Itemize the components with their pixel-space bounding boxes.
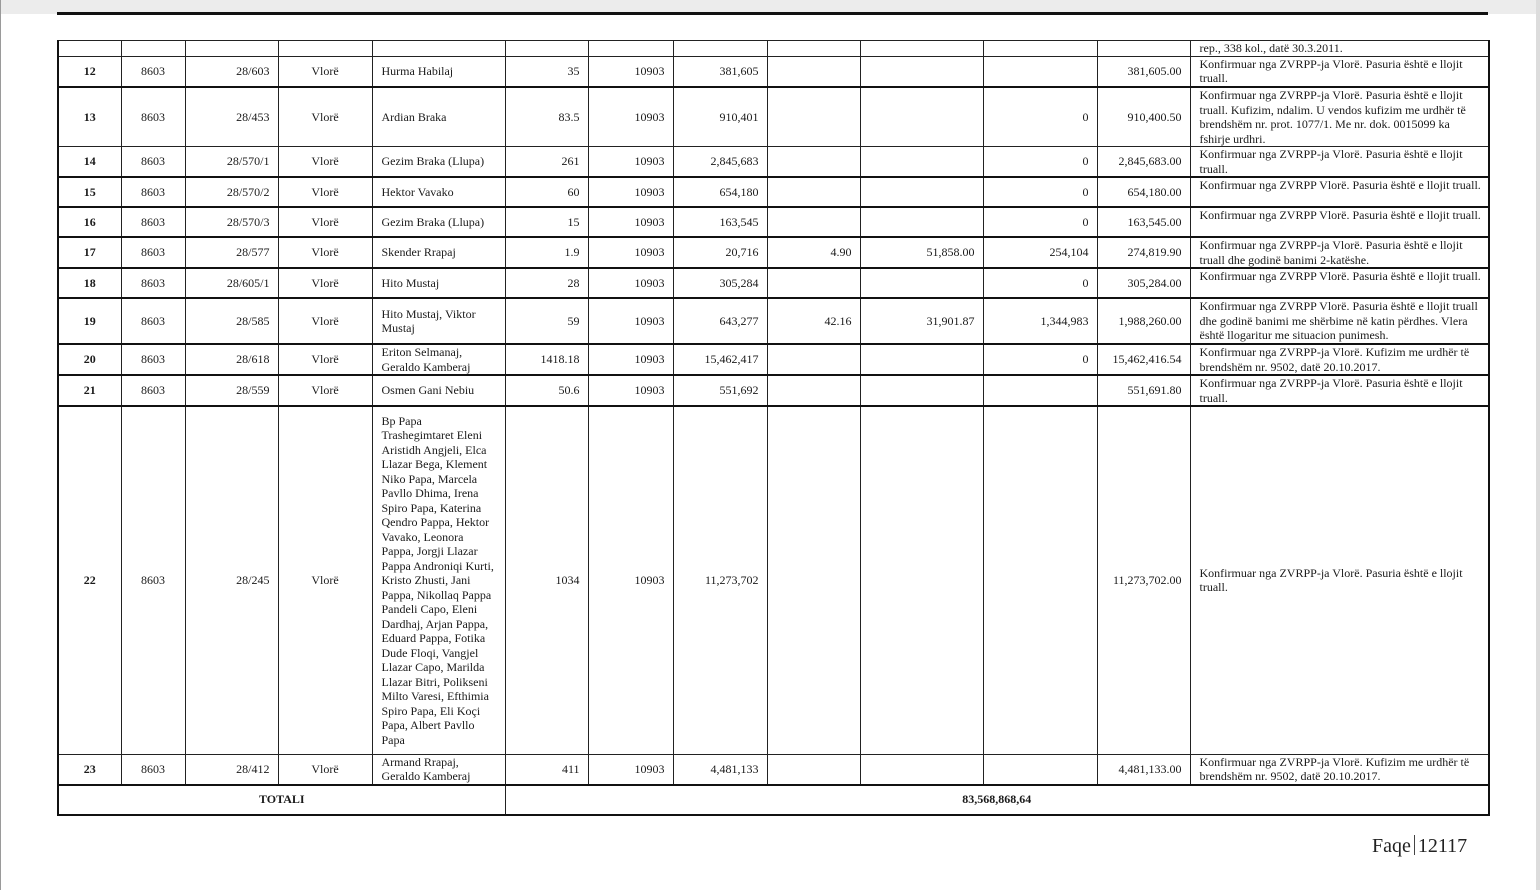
building-price bbox=[860, 754, 983, 785]
note: Konfirmuar nga ZVRPP-ja Vlorë. Pasuria është e llojit truall dhe godinë banimi 2-katëshe. bbox=[1190, 237, 1489, 268]
row-number: 13 bbox=[58, 87, 121, 147]
building-area: 4.90 bbox=[767, 237, 860, 268]
cadastral-zone: 8603 bbox=[121, 87, 185, 147]
land-value: 654,180 bbox=[673, 177, 767, 207]
page-footer bbox=[1372, 835, 1467, 858]
land-area: 28 bbox=[505, 268, 588, 298]
land-value: 11,273,702 bbox=[673, 406, 767, 754]
building-area bbox=[767, 406, 860, 754]
building-area bbox=[767, 344, 860, 375]
total-value: 381,605.00 bbox=[1097, 56, 1190, 87]
table-row bbox=[58, 268, 1489, 298]
city bbox=[278, 41, 372, 57]
building-area bbox=[767, 147, 860, 178]
note: Konfirmuar nga ZVRPP Vlorë. Pasuria është e llojit truall. bbox=[1190, 177, 1489, 207]
parcel-number: 28/559 bbox=[185, 375, 278, 406]
row-number bbox=[58, 41, 121, 57]
row-number: 18 bbox=[58, 268, 121, 298]
total-value: 4,481,133.00 bbox=[1097, 754, 1190, 785]
parcel-number: 28/618 bbox=[185, 344, 278, 375]
city: Vlorë bbox=[278, 56, 372, 87]
cadastral-zone: 8603 bbox=[121, 177, 185, 207]
table-row bbox=[58, 237, 1489, 268]
cadastral-zone: 8603 bbox=[121, 754, 185, 785]
cadastral-zone: 8603 bbox=[121, 268, 185, 298]
city: Vlorë bbox=[278, 406, 372, 754]
total-value: 1,988,260.00 bbox=[1097, 298, 1190, 344]
city: Vlorë bbox=[278, 147, 372, 178]
building-value: 0 bbox=[983, 207, 1097, 237]
building-price bbox=[860, 177, 983, 207]
row-number: 19 bbox=[58, 298, 121, 344]
total-value: 910,400.50 bbox=[1097, 87, 1190, 147]
table-row bbox=[58, 56, 1489, 87]
owner-name: Osmen Gani Nebiu bbox=[372, 375, 505, 406]
parcel-number: 28/570/2 bbox=[185, 177, 278, 207]
land-area: 15 bbox=[505, 207, 588, 237]
total-value bbox=[1097, 41, 1190, 57]
land-area: 50.6 bbox=[505, 375, 588, 406]
owner-name: Bp Papa Trashegimtaret Eleni Aristidh Angjeli, Elca Llazar Bega, Klement Niko Papa, Marcela Pavllo Dhima, Irena Spiro Papa, Katerina Qendro Pappa, Hektor Vavako, Leonora Pappa, Jorgji Llazar Pappa Androniqi Kurti, Kristo Zhusti, Jani Pappa, Nikollaq Pappa Pandeli Capo, Eleni Dardhaj, Arjan Pappa, Eduard Pappa, Fotika Dude Floqi, Vangjel Llazar Capo, Marilda Llazar Bitri, Polikseni Milto Varesi, Efthimia Spiro Papa, Eli Koçi Papa, Albert Pavllo Papa bbox=[372, 406, 505, 754]
land-area: 59 bbox=[505, 298, 588, 344]
total-value: 2,845,683.00 bbox=[1097, 147, 1190, 178]
note: Konfirmuar nga ZVRPP Vlorë. Pasuria është e llojit truall dhe godinë banimi me shërbime në katin përdhes. Vlera është llogaritur me situacion punimesh. bbox=[1190, 298, 1489, 344]
owner-name bbox=[372, 41, 505, 57]
land-value: 20,716 bbox=[673, 237, 767, 268]
owner-name: Hurma Habilaj bbox=[372, 56, 505, 87]
parcel-number: 28/585 bbox=[185, 298, 278, 344]
page-left-edge bbox=[0, 0, 1, 890]
building-value: 0 bbox=[983, 268, 1097, 298]
land-value: 163,545 bbox=[673, 207, 767, 237]
building-value: 0 bbox=[983, 177, 1097, 207]
note: Konfirmuar nga ZVRPP-ja Vlorë. Pasuria është e llojit truall. bbox=[1190, 375, 1489, 406]
row-number: 16 bbox=[58, 207, 121, 237]
land-area bbox=[505, 41, 588, 57]
city: Vlorë bbox=[278, 87, 372, 147]
total-value: 551,691.80 bbox=[1097, 375, 1190, 406]
building-price: 31,901.87 bbox=[860, 298, 983, 344]
city: Vlorë bbox=[278, 177, 372, 207]
unit-price: 10903 bbox=[588, 177, 673, 207]
land-value: 381,605 bbox=[673, 56, 767, 87]
total-value: 305,284.00 bbox=[1097, 268, 1190, 298]
footer-separator bbox=[1414, 835, 1415, 855]
building-price bbox=[860, 406, 983, 754]
owner-name: Hektor Vavako bbox=[372, 177, 505, 207]
page-right-edge bbox=[1536, 0, 1540, 890]
total-row bbox=[58, 785, 1489, 815]
land-area: 35 bbox=[505, 56, 588, 87]
building-price bbox=[860, 375, 983, 406]
parcel-number: 28/453 bbox=[185, 87, 278, 147]
owner-name: Gezim Braka (Llupa) bbox=[372, 207, 505, 237]
note: Konfirmuar nga ZVRPP-ja Vlorë. Pasuria është e llojit truall. Kufizim, ndalim. U vendos kufizim me urdhër të brendshëm nr. prot. 1077/1. Me nr. dok. 0015099 ka fshirje urdhri. bbox=[1190, 87, 1489, 147]
table-row bbox=[58, 754, 1489, 785]
unit-price: 10903 bbox=[588, 406, 673, 754]
total-value: 274,819.90 bbox=[1097, 237, 1190, 268]
unit-price: 10903 bbox=[588, 375, 673, 406]
table-row bbox=[58, 147, 1489, 178]
total-value: 654,180.00 bbox=[1097, 177, 1190, 207]
land-value: 910,401 bbox=[673, 87, 767, 147]
table-row bbox=[58, 344, 1489, 375]
table-row bbox=[58, 298, 1489, 344]
table-row bbox=[58, 406, 1489, 754]
note: Konfirmuar nga ZVRPP-ja Vlorë. Pasuria është e llojit truall. bbox=[1190, 147, 1489, 178]
city: Vlorë bbox=[278, 344, 372, 375]
building-price bbox=[860, 344, 983, 375]
building-area: 42.16 bbox=[767, 298, 860, 344]
cadastral-zone: 8603 bbox=[121, 375, 185, 406]
building-area bbox=[767, 87, 860, 147]
city: Vlorë bbox=[278, 237, 372, 268]
note: Konfirmuar nga ZVRPP-ja Vlorë. Kufizim me urdhër të brendshëm nr. 9502, datë 20.10.2017. bbox=[1190, 754, 1489, 785]
cadastral-zone: 8603 bbox=[121, 237, 185, 268]
top-rule bbox=[57, 12, 1488, 15]
unit-price: 10903 bbox=[588, 344, 673, 375]
row-number: 22 bbox=[58, 406, 121, 754]
land-value: 15,462,417 bbox=[673, 344, 767, 375]
unit-price: 10903 bbox=[588, 237, 673, 268]
land-area: 60 bbox=[505, 177, 588, 207]
building-value: 1,344,983 bbox=[983, 298, 1097, 344]
parcel-number: 28/412 bbox=[185, 754, 278, 785]
table-row bbox=[58, 41, 1489, 57]
note: Konfirmuar nga ZVRPP Vlorë. Pasuria është e llojit truall. bbox=[1190, 268, 1489, 298]
building-price: 51,858.00 bbox=[860, 237, 983, 268]
total-value: 163,545.00 bbox=[1097, 207, 1190, 237]
unit-price: 10903 bbox=[588, 754, 673, 785]
owner-name: Skender Rrapaj bbox=[372, 237, 505, 268]
parcel-number: 28/570/1 bbox=[185, 147, 278, 178]
building-value: 254,104 bbox=[983, 237, 1097, 268]
table-body bbox=[58, 41, 1489, 815]
row-number: 15 bbox=[58, 177, 121, 207]
unit-price: 10903 bbox=[588, 207, 673, 237]
cadastral-zone: 8603 bbox=[121, 147, 185, 178]
parcel-number: 28/605/1 bbox=[185, 268, 278, 298]
parcel-number: 28/245 bbox=[185, 406, 278, 754]
parcel-number bbox=[185, 41, 278, 57]
building-value bbox=[983, 375, 1097, 406]
parcel-number: 28/603 bbox=[185, 56, 278, 87]
table-row bbox=[58, 177, 1489, 207]
building-price bbox=[860, 87, 983, 147]
unit-price bbox=[588, 41, 673, 57]
building-value bbox=[983, 406, 1097, 754]
owner-name: Gezim Braka (Llupa) bbox=[372, 147, 505, 178]
building-price bbox=[860, 56, 983, 87]
building-price bbox=[860, 268, 983, 298]
unit-price: 10903 bbox=[588, 298, 673, 344]
city: Vlorë bbox=[278, 754, 372, 785]
building-value bbox=[983, 41, 1097, 57]
note: Konfirmuar nga ZVRPP-ja Vlorë. Pasuria është e llojit truall. bbox=[1190, 406, 1489, 754]
table-row bbox=[58, 87, 1489, 147]
owner-name: Armand Rrapaj, Geraldo Kamberaj bbox=[372, 754, 505, 785]
note: Konfirmuar nga ZVRPP-ja Vlorë. Pasuria është e llojit truall. bbox=[1190, 56, 1489, 87]
building-area bbox=[767, 754, 860, 785]
total-value: 83,568,868,64 bbox=[505, 785, 1489, 815]
building-area bbox=[767, 56, 860, 87]
unit-price: 10903 bbox=[588, 147, 673, 178]
city: Vlorë bbox=[278, 268, 372, 298]
land-value: 2,845,683 bbox=[673, 147, 767, 178]
row-number: 12 bbox=[58, 56, 121, 87]
total-label: TOTALI bbox=[58, 785, 505, 815]
building-area bbox=[767, 207, 860, 237]
land-area: 83.5 bbox=[505, 87, 588, 147]
building-price bbox=[860, 207, 983, 237]
total-value: 11,273,702.00 bbox=[1097, 406, 1190, 754]
parcel-number: 28/577 bbox=[185, 237, 278, 268]
unit-price: 10903 bbox=[588, 87, 673, 147]
building-area bbox=[767, 268, 860, 298]
building-price bbox=[860, 41, 983, 57]
row-number: 17 bbox=[58, 237, 121, 268]
land-value: 551,692 bbox=[673, 375, 767, 406]
building-value: 0 bbox=[983, 87, 1097, 147]
owner-name: Hito Mustaj, Viktor Mustaj bbox=[372, 298, 505, 344]
city: Vlorë bbox=[278, 298, 372, 344]
owner-name: Ardian Braka bbox=[372, 87, 505, 147]
note: rep., 338 kol., datë 30.3.2011. bbox=[1190, 41, 1489, 57]
row-number: 23 bbox=[58, 754, 121, 785]
city: Vlorë bbox=[278, 207, 372, 237]
total-value: 15,462,416.54 bbox=[1097, 344, 1190, 375]
table-row bbox=[58, 375, 1489, 406]
table-row bbox=[58, 207, 1489, 237]
cadastral-zone: 8603 bbox=[121, 344, 185, 375]
page-number: 12117 bbox=[1417, 835, 1468, 857]
property-register-table bbox=[57, 40, 1490, 816]
row-number: 20 bbox=[58, 344, 121, 375]
cadastral-zone: 8603 bbox=[121, 56, 185, 87]
building-value bbox=[983, 56, 1097, 87]
row-number: 21 bbox=[58, 375, 121, 406]
land-area: 1418.18 bbox=[505, 344, 588, 375]
row-number: 14 bbox=[58, 147, 121, 178]
land-value bbox=[673, 41, 767, 57]
building-value: 0 bbox=[983, 344, 1097, 375]
land-value: 643,277 bbox=[673, 298, 767, 344]
land-value: 4,481,133 bbox=[673, 754, 767, 785]
building-area bbox=[767, 41, 860, 57]
building-area bbox=[767, 375, 860, 406]
cadastral-zone: 8603 bbox=[121, 298, 185, 344]
land-value: 305,284 bbox=[673, 268, 767, 298]
note: Konfirmuar nga ZVRPP-ja Vlorë. Kufizim me urdhër të brendshëm nr. 9502, datë 20.10.2017. bbox=[1190, 344, 1489, 375]
unit-price: 10903 bbox=[588, 268, 673, 298]
owner-name: Eriton Selmanaj, Geraldo Kamberaj bbox=[372, 344, 505, 375]
note: Konfirmuar nga ZVRPP Vlorë. Pasuria është e llojit truall. bbox=[1190, 207, 1489, 237]
land-area: 261 bbox=[505, 147, 588, 178]
building-area bbox=[767, 177, 860, 207]
cadastral-zone: 8603 bbox=[121, 406, 185, 754]
parcel-number: 28/570/3 bbox=[185, 207, 278, 237]
cadastral-zone: 8603 bbox=[121, 207, 185, 237]
land-area: 411 bbox=[505, 754, 588, 785]
land-area: 1034 bbox=[505, 406, 588, 754]
building-value bbox=[983, 754, 1097, 785]
land-area: 1.9 bbox=[505, 237, 588, 268]
owner-name: Hito Mustaj bbox=[372, 268, 505, 298]
building-value: 0 bbox=[983, 147, 1097, 178]
cadastral-zone bbox=[121, 41, 185, 57]
unit-price: 10903 bbox=[588, 56, 673, 87]
building-price bbox=[860, 147, 983, 178]
city: Vlorë bbox=[278, 375, 372, 406]
page-label: Faqe bbox=[1372, 835, 1411, 857]
